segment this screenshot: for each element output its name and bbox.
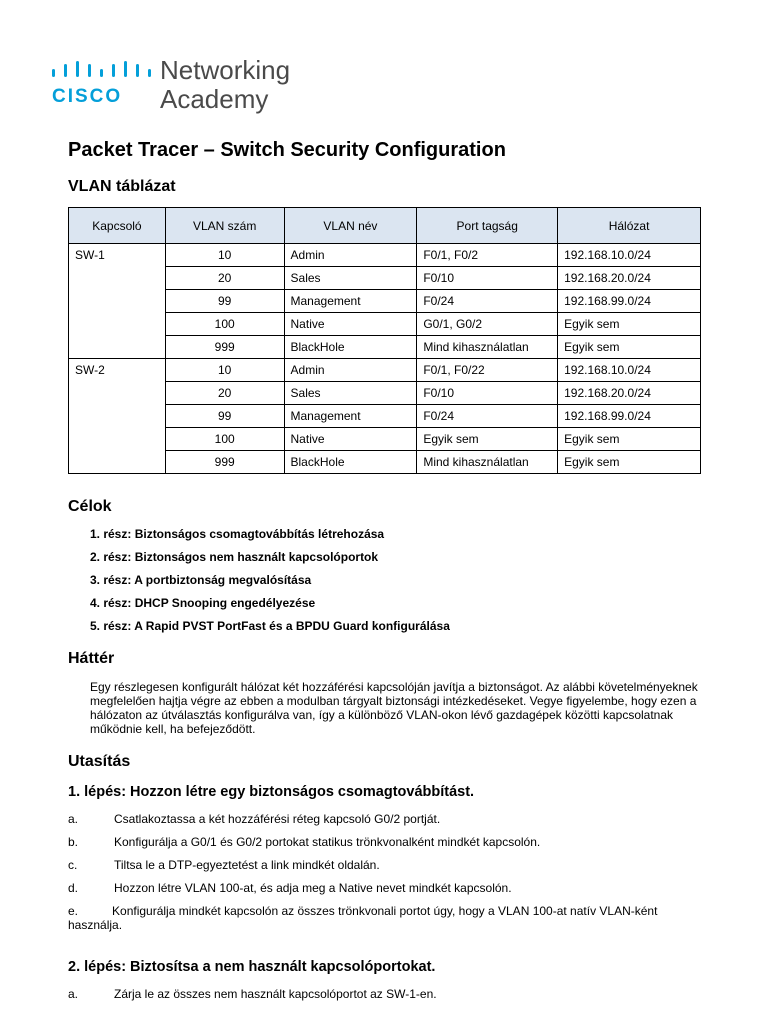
vlan-number-cell: 20 bbox=[165, 382, 284, 405]
vlan-number-cell: 20 bbox=[165, 267, 284, 290]
port-cell: F0/1, F0/2 bbox=[417, 244, 558, 267]
cisco-bars-icon bbox=[52, 61, 152, 79]
item-letter: e. bbox=[68, 904, 79, 918]
vlan-name-cell: Native bbox=[284, 428, 417, 451]
background-paragraph: Egy részlegesen konfigurált hálózat két hozzáférési kapcsolóján javítja a biztonságot. Az alábbi követelményeknek megfelelően hajtja végre az ebben a modulban tárgyalt biztonsági intézkedéseket. Vegye figyelembe, hogy ezen a hálózaton az útválasztás konfigurálva van, így a különböző VLAN-okon lévő gazdagépek közötti kapcsolatnak működnie kell, ha befejeződött. bbox=[90, 680, 698, 736]
list-item: 3. rész: A portbiztonság megvalósítása bbox=[90, 573, 312, 587]
port-cell: F0/24 bbox=[417, 405, 558, 428]
vlan-name-cell: Management bbox=[284, 405, 417, 428]
step1-list bbox=[68, 812, 708, 932]
instructions-heading: Utasítás bbox=[68, 753, 131, 770]
item-letter: d. bbox=[68, 881, 79, 895]
vlan-name-cell: Admin bbox=[284, 359, 417, 382]
item-text: Csatlakoztassa a két hozzáférési réteg kapcsoló G0/2 portját. bbox=[114, 812, 441, 826]
network-cell: Egyik sem bbox=[558, 313, 701, 336]
list-item bbox=[68, 858, 708, 881]
port-cell: Mind kihasználatlan bbox=[417, 451, 558, 474]
vlan-name-cell: Management bbox=[284, 290, 417, 313]
header-port-membership: Port tagság bbox=[417, 208, 558, 244]
logo-academy: Academy bbox=[160, 84, 269, 114]
vlan-number-cell: 100 bbox=[165, 313, 284, 336]
goals-list bbox=[90, 527, 450, 642]
vlan-name-cell: Admin bbox=[284, 244, 417, 267]
network-cell: 192.168.10.0/24 bbox=[558, 359, 701, 382]
switch-cell: SW-1 bbox=[69, 244, 166, 359]
vlan-table-heading: VLAN táblázat bbox=[68, 178, 176, 195]
port-cell: F0/10 bbox=[417, 267, 558, 290]
vlan-number-cell: 10 bbox=[165, 359, 284, 382]
vlan-number-cell: 99 bbox=[165, 290, 284, 313]
header-vlan-number: VLAN szám bbox=[165, 208, 284, 244]
network-cell: 192.168.99.0/24 bbox=[558, 290, 701, 313]
vlan-table bbox=[68, 207, 701, 474]
header-switch: Kapcsoló bbox=[69, 208, 166, 244]
port-cell: Egyik sem bbox=[417, 428, 558, 451]
network-cell: 192.168.10.0/24 bbox=[558, 244, 701, 267]
vlan-name-cell: BlackHole bbox=[284, 336, 417, 359]
header-network: Hálózat bbox=[558, 208, 701, 244]
switch-cell: SW-2 bbox=[69, 359, 166, 474]
list-item bbox=[68, 835, 708, 858]
table-row bbox=[69, 359, 701, 382]
item-letter: c. bbox=[68, 858, 78, 872]
list-item bbox=[68, 812, 708, 835]
vlan-name-cell: BlackHole bbox=[284, 451, 417, 474]
port-cell: G0/1, G0/2 bbox=[417, 313, 558, 336]
vlan-number-cell: 10 bbox=[165, 244, 284, 267]
vlan-number-cell: 999 bbox=[165, 451, 284, 474]
list-item: 1. rész: Biztonságos csomagtovábbítás létrehozása bbox=[90, 527, 385, 541]
page-title: Packet Tracer – Switch Security Configuration bbox=[68, 139, 506, 161]
item-text: Hozzon létre VLAN 100-at, és adja meg a Native nevet mindkét kapcsolón. bbox=[114, 881, 512, 895]
list-item bbox=[68, 881, 708, 904]
network-cell: Egyik sem bbox=[558, 336, 701, 359]
item-letter: a. bbox=[68, 987, 79, 1001]
item-text: Zárja le az összes nem használt kapcsolóportot az SW-1-en. bbox=[114, 987, 437, 1001]
port-cell: F0/10 bbox=[417, 382, 558, 405]
item-text: Tiltsa le a DTP-egyeztetést a link mindkét oldalán. bbox=[114, 858, 380, 872]
item-letter: a. bbox=[68, 812, 79, 826]
vlan-name-cell: Sales bbox=[284, 382, 417, 405]
list-item: 5. rész: A Rapid PVST PortFast és a BPDU Guard konfigurálása bbox=[90, 619, 450, 633]
item-letter: b. bbox=[68, 835, 79, 849]
vlan-number-cell: 100 bbox=[165, 428, 284, 451]
background-heading: Háttér bbox=[68, 650, 115, 667]
vlan-number-cell: 99 bbox=[165, 405, 284, 428]
network-cell: 192.168.20.0/24 bbox=[558, 267, 701, 290]
cisco-wordmark: CISCO bbox=[52, 86, 123, 107]
network-cell: Egyik sem bbox=[558, 451, 701, 474]
vlan-number-cell: 999 bbox=[165, 336, 284, 359]
list-item: 4. rész: DHCP Snooping engedélyezése bbox=[90, 596, 316, 610]
vlan-name-cell: Native bbox=[284, 313, 417, 336]
table-row bbox=[69, 244, 701, 267]
item-text: Konfigurálja mindkét kapcsolón az összes trönkvonali portot úgy, hogy a VLAN 100-at natív VLAN-ként használja. bbox=[68, 904, 658, 932]
item-text: Konfigurálja a G0/1 és G0/2 portokat statikus trönkvonalként mindkét kapcsolón. bbox=[114, 835, 541, 849]
list-item bbox=[68, 987, 437, 1001]
table-header-row bbox=[69, 208, 701, 244]
port-cell: F0/24 bbox=[417, 290, 558, 313]
goals-heading: Célok bbox=[68, 498, 112, 515]
header-vlan-name: VLAN név bbox=[284, 208, 417, 244]
step2-title: 2. lépés: Biztosítsa a nem használt kapcsolóportokat. bbox=[68, 959, 436, 975]
network-cell: Egyik sem bbox=[558, 428, 701, 451]
port-cell: Mind kihasználatlan bbox=[417, 336, 558, 359]
list-item: 2. rész: Biztonságos nem használt kapcsolóportok bbox=[90, 550, 379, 564]
port-cell: F0/1, F0/22 bbox=[417, 359, 558, 382]
vlan-name-cell: Sales bbox=[284, 267, 417, 290]
list-item bbox=[68, 904, 708, 932]
logo-networking: Networking bbox=[160, 55, 291, 85]
step2-list bbox=[68, 987, 437, 1001]
network-cell: 192.168.99.0/24 bbox=[558, 405, 701, 428]
step1-title: 1. lépés: Hozzon létre egy biztonságos csomagtovábbítást. bbox=[68, 784, 475, 800]
network-cell: 192.168.20.0/24 bbox=[558, 382, 701, 405]
